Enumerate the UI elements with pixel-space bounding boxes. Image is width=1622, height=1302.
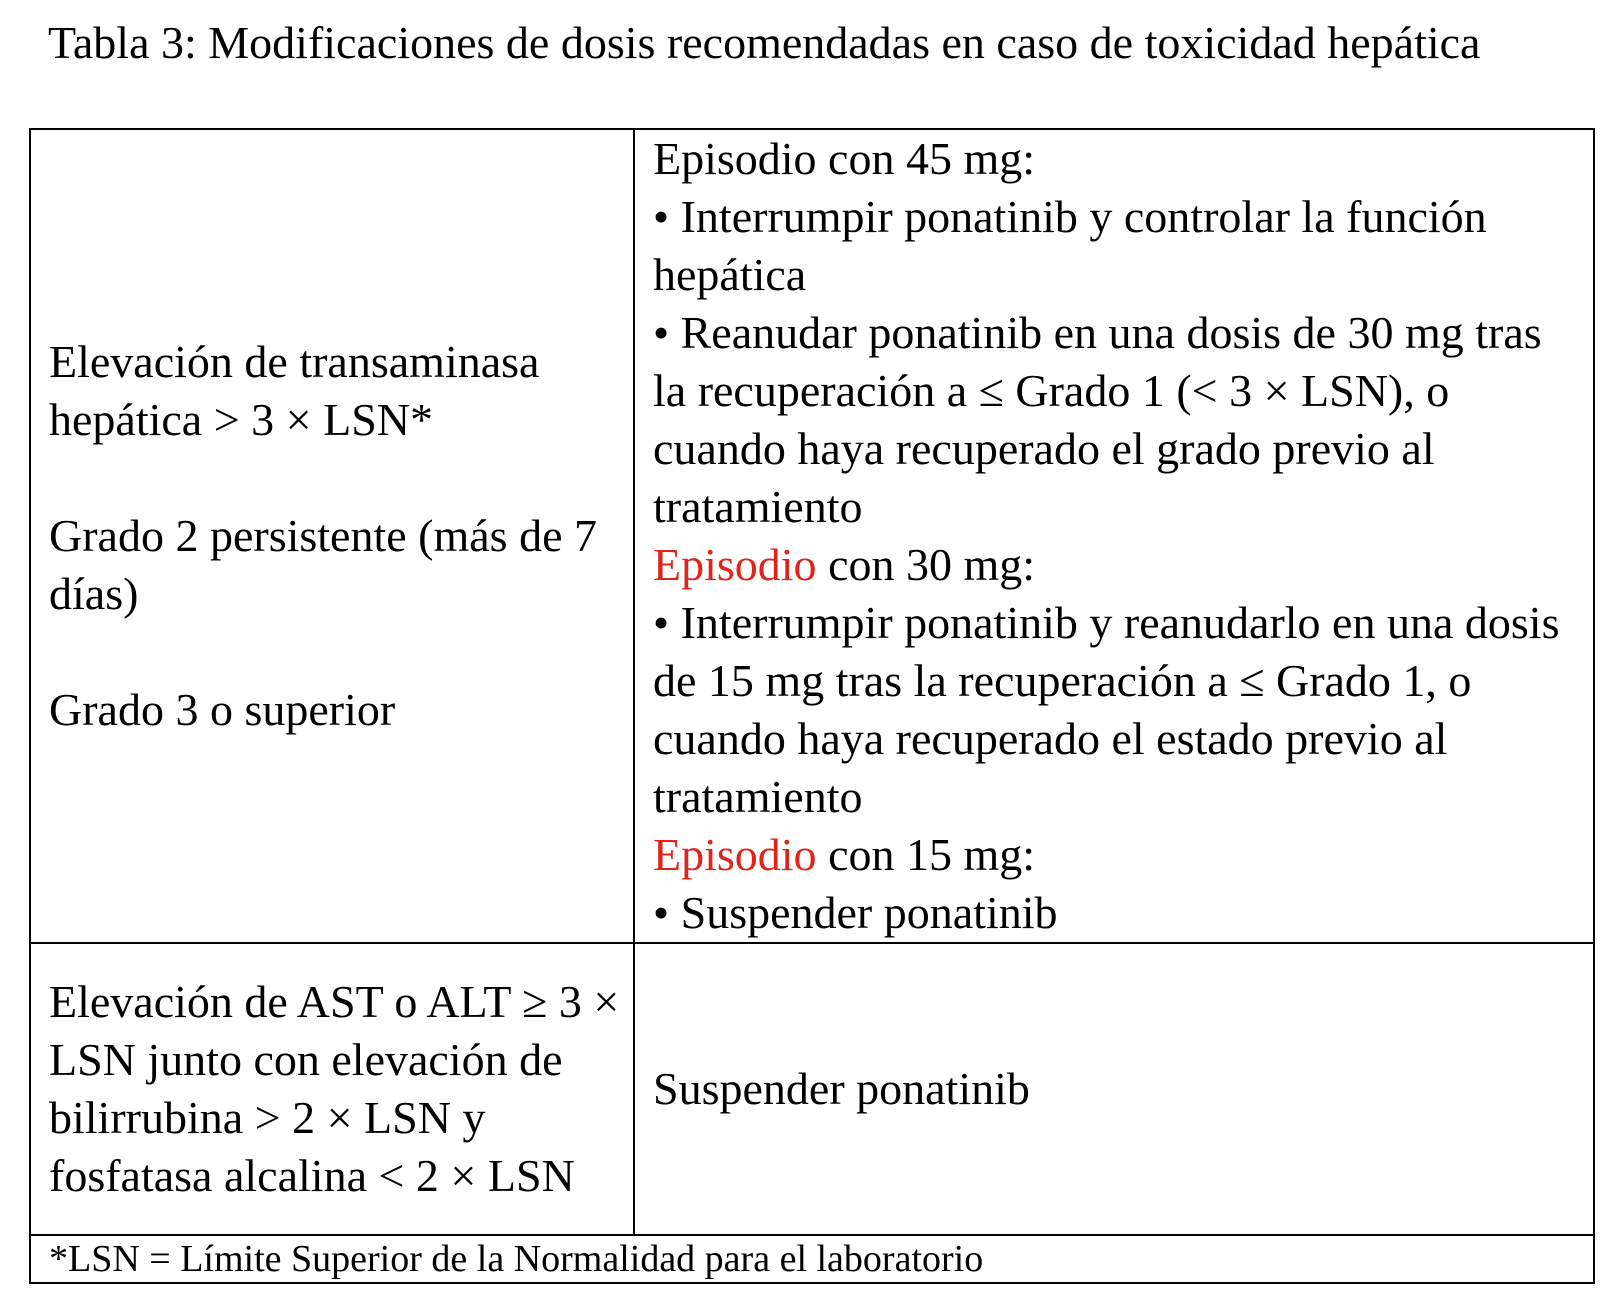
episode-30-heading bbox=[653, 536, 1569, 594]
condition-ast-alt: Elevación de AST o ALT ≥ 3 × LSN junto con elevación de bilirrubina > 2 × LSN y fosfatasa alcalina < 2 × LSN bbox=[49, 976, 620, 1201]
episode-30-highlight: Episodio bbox=[653, 539, 817, 590]
condition-cell bbox=[30, 129, 634, 943]
episode-15-highlight: Episodio bbox=[653, 829, 817, 880]
table-row bbox=[30, 1235, 1594, 1283]
table-title: Tabla 3: Modificaciones de dosis recomendadas en caso de toxicidad hepática bbox=[48, 17, 1481, 68]
footnote: *LSN = Límite Superior de la Normalidad para el laboratorio bbox=[30, 1235, 1594, 1283]
action-cell bbox=[634, 943, 1594, 1235]
table-row bbox=[30, 943, 1594, 1235]
dose-modification-table bbox=[29, 128, 1595, 1284]
spacer bbox=[49, 623, 623, 681]
condition-grade-3: Grado 3 o superior bbox=[49, 684, 396, 735]
condition-grade-2: Grado 2 persistente (más de 7 días) bbox=[49, 510, 598, 619]
condition-cell bbox=[30, 943, 634, 1235]
episode-15-bullet: • Suspender ponatinib bbox=[653, 887, 1058, 938]
spacer bbox=[49, 449, 623, 507]
episode-45-bullet: • Reanudar ponatinib en una dosis de 30 mg tras la recuperación a ≤ Grado 1 (< 3 × LSN), o cuando haya recuperado el grado previo al tratamiento bbox=[653, 307, 1542, 532]
episode-15-heading-rest: con 15 mg: bbox=[816, 829, 1036, 880]
action-cell bbox=[634, 129, 1594, 943]
episode-30-bullet: • Interrumpir ponatinib y reanudarlo en una dosis de 15 mg tras la recuperación a ≤ Grado 1, o cuando haya recuperado el estado previo al tratamiento bbox=[653, 597, 1560, 822]
action-suspend: Suspender ponatinib bbox=[653, 1063, 1030, 1114]
table-row bbox=[30, 129, 1594, 943]
episode-30-heading-rest: con 30 mg: bbox=[816, 539, 1036, 590]
episode-15-heading bbox=[653, 826, 1569, 884]
episode-45-heading: Episodio con 45 mg: bbox=[653, 133, 1036, 184]
condition-transaminase: Elevación de transaminasa hepática > 3 × LSN* bbox=[49, 336, 540, 445]
episode-45-bullet: • Interrumpir ponatinib y controlar la función hepática bbox=[653, 191, 1487, 300]
